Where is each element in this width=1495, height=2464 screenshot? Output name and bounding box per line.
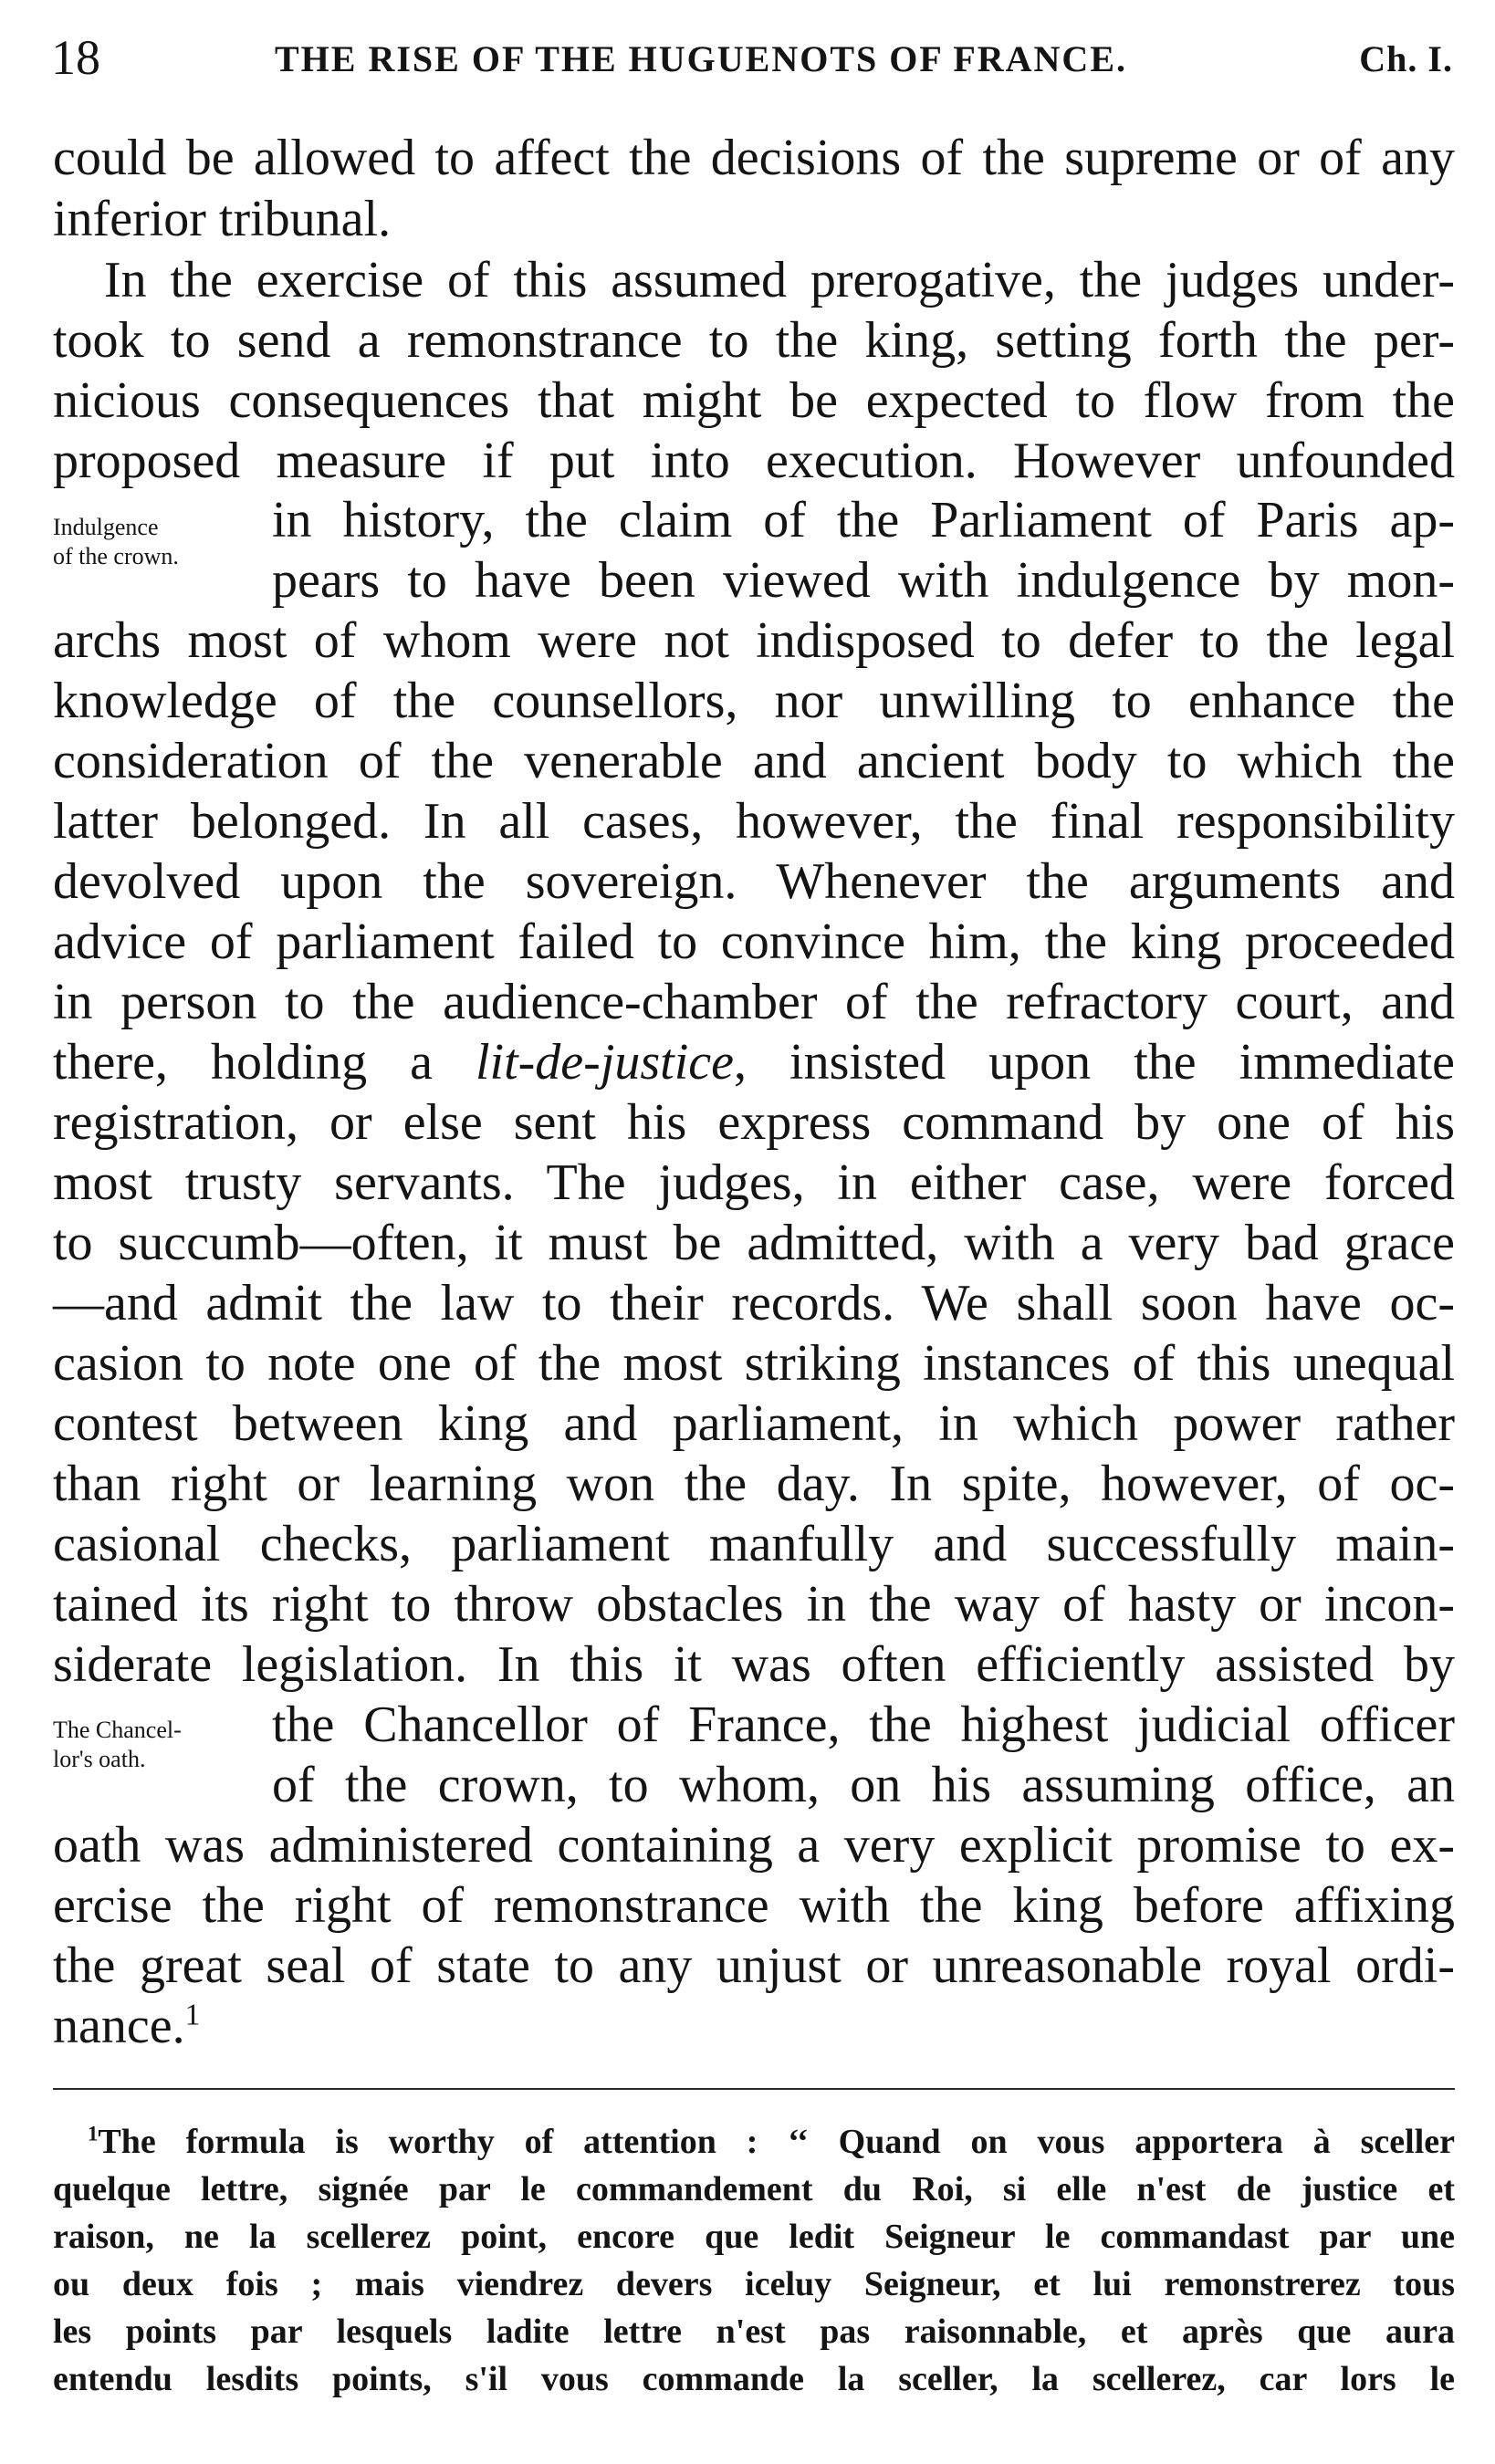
text-line xyxy=(53,1996,200,2056)
text-fragment: , insisted upon the immediate xyxy=(734,1034,1456,1091)
running-title: THE RISE OF THE HUGUENOTS OF FRANCE. xyxy=(275,38,1127,79)
page-number: 18 xyxy=(51,30,100,85)
text-line: in person to the audience-chamber of the refractory court, and xyxy=(53,974,1455,1030)
footnote-line: quelque lettre, signée par le commandement du Roi, si elle n'est de justice et xyxy=(53,2170,1455,2208)
text-line: registration, or else sent his express command by one of his xyxy=(53,1094,1455,1151)
margin-note-line: The Chancel- xyxy=(53,1717,182,1743)
text-line: devolved upon the sovereign. Whenever the arguments and xyxy=(53,853,1455,910)
footnote-line xyxy=(88,2119,1455,2165)
text-line: took to send a remonstrance to the king, setting forth the per- xyxy=(53,312,1455,369)
footnote-marker: 1 xyxy=(88,2122,99,2146)
text-line: —and admit the law to their records. We shall soon have oc- xyxy=(53,1275,1455,1331)
footnote-line: entendu lesdits points, s'il vous commande la sceller, la scellerez, car lors le xyxy=(53,2360,1455,2398)
footnote-line: ou deux fois ; mais viendrez devers iceluy Seigneur, et lui remonstrerez tous xyxy=(53,2265,1455,2303)
text-line: proposed measure if put into execution. However unfounded xyxy=(53,433,1455,489)
text-line: the great seal of state to any unjust or unreasonable royal ordi- xyxy=(53,1937,1455,1994)
text-line: the Chancellor of France, the highest judicial officer xyxy=(272,1697,1455,1753)
italic-term: lit-de-justice xyxy=(475,1034,734,1091)
text-line: oath was administered containing a very explicit promise to ex- xyxy=(53,1817,1455,1874)
chapter-reference: Ch. I. xyxy=(1359,38,1453,79)
text-line: in history, the claim of the Parliament of Paris ap- xyxy=(272,492,1455,548)
text-line: advice of parliament failed to convince him, the king proceeded xyxy=(53,914,1455,970)
text-fragment: there, holding a xyxy=(53,1034,476,1091)
text-line: latter belonged. In all cases, however, the final responsibility xyxy=(53,793,1455,850)
text-line: could be allowed to affect the decisions of the supreme or of any xyxy=(53,130,1455,186)
text-line: than right or learning won the day. In spite, however, of oc- xyxy=(53,1456,1455,1512)
text-line: contest between king and parliament, in which power rather xyxy=(53,1395,1455,1452)
footnote-reference: 1 xyxy=(184,1998,201,2032)
footnote-line-text: The formula is worthy of attention : ‘‘ Quand on vous apportera à sceller xyxy=(98,2123,1455,2161)
margin-note-line: Indulgence xyxy=(53,514,159,540)
text-line: casional checks, parliament manfully and successfully main- xyxy=(53,1516,1455,1572)
text-line: siderate legislation. In this it was often efficiently assisted by xyxy=(53,1636,1455,1693)
text-line: of the crown, to whom, on his assuming office, an xyxy=(272,1757,1455,1813)
text-line: to succumb—often, it must be admitted, with a very bad grace xyxy=(53,1215,1455,1271)
margin-note-chancellor-oath xyxy=(53,1716,263,1774)
text-line: most trusty servants. The judges, in either case, were forced xyxy=(53,1154,1455,1211)
text-line: tained its right to throw obstacles in the way of hasty or incon- xyxy=(53,1576,1455,1633)
margin-note-indulgence xyxy=(53,513,263,571)
text-line: nicious consequences that might be expected to flow from the xyxy=(53,372,1455,429)
margin-note-line: of the crown. xyxy=(53,543,179,569)
text-line: inferior tribunal. xyxy=(53,191,392,247)
footnote-line: raison, ne la scellerez point, encore que ledit Seigneur le commandast par une xyxy=(53,2218,1455,2256)
text-line: ercise the right of remonstrance with the king before affixing xyxy=(53,1877,1455,1934)
text-fragment: nance. xyxy=(53,1998,185,2054)
margin-note-line: lor's oath. xyxy=(53,1746,146,1772)
text-line: knowledge of the counsellors, nor unwilling to enhance the xyxy=(53,673,1455,729)
footnote-divider xyxy=(53,2088,1455,2090)
text-line: casion to note one of the most striking instances of this unequal xyxy=(53,1335,1455,1392)
text-line: consideration of the venerable and ancient body to which the xyxy=(53,733,1455,789)
page-header xyxy=(51,26,1453,89)
footnote-line: les points par lesquels ladite lettre n'est pas raisonnable, et après que aura xyxy=(53,2313,1455,2351)
text-line: pears to have been viewed with indulgence by mon- xyxy=(272,552,1455,609)
text-line xyxy=(53,1032,1455,1092)
paragraph-start-line: In the exercise of this assumed prerogative, the judges under- xyxy=(104,252,1455,308)
text-line: archs most of whom were not indisposed to defer to the legal xyxy=(53,612,1455,669)
